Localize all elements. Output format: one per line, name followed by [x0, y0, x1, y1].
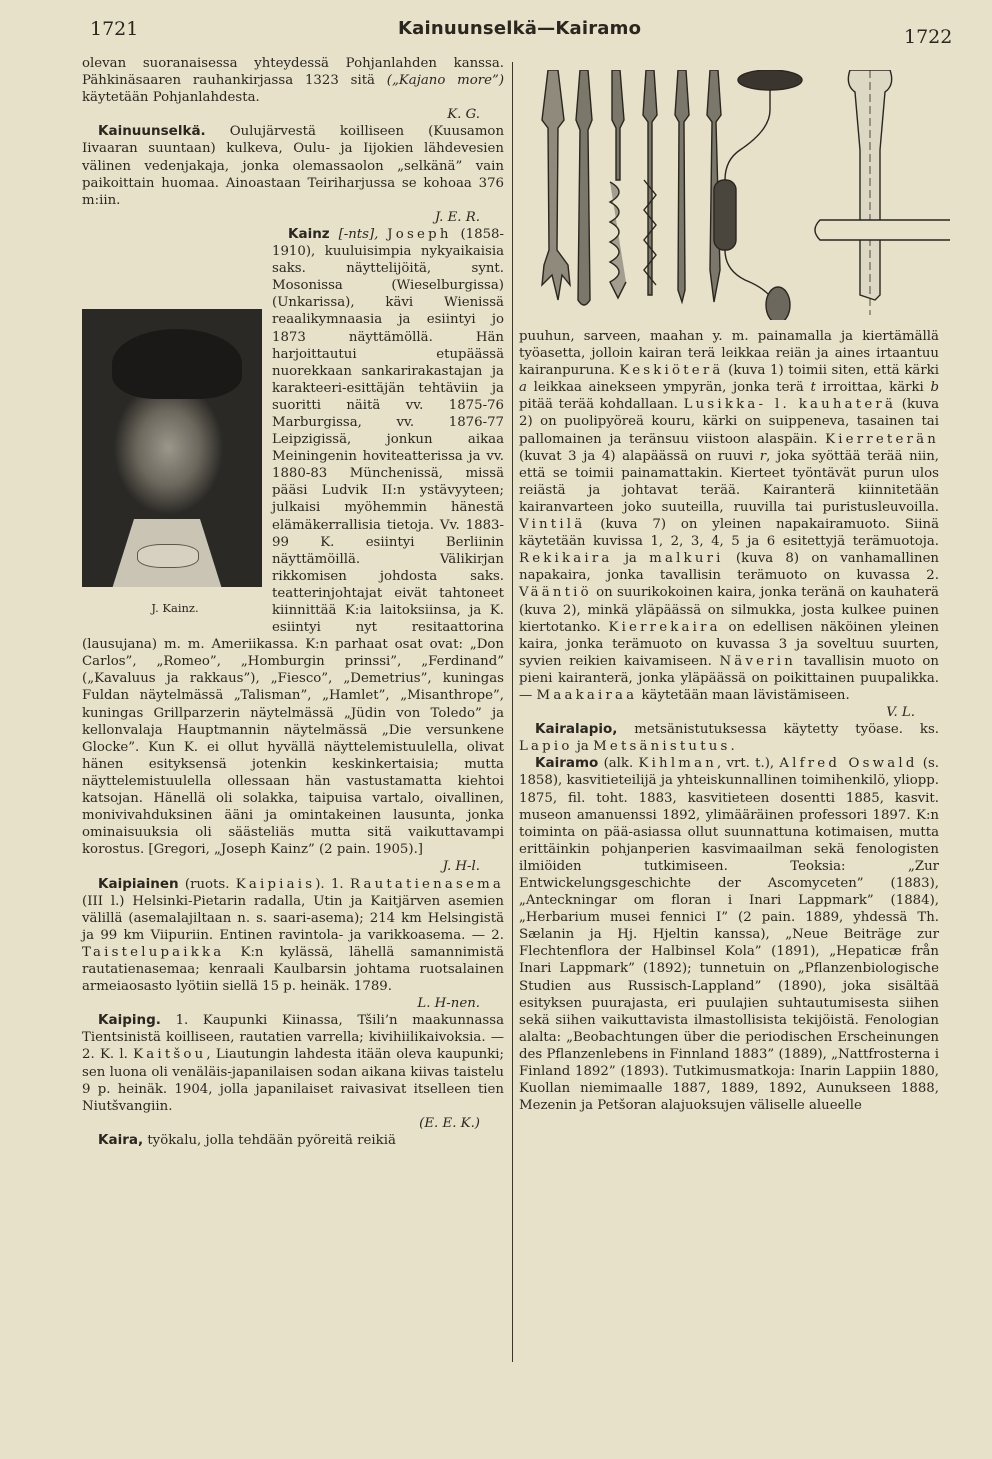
headword: Kaipiainen [98, 875, 179, 892]
entry-kainuunselka: Kainuunselkä. Oulujärvestä koilliseen (Kuusamon Iivaaran suuntaan) kulkeva, Oulu- ja Iijokien lähdevesien välinen vedenjakaja, jonka olemassaolon „selkänä” vain paikoittain huomaa. Ainoastaan Teiriharjussa se kohoaa 376 m:iin. J. E. R. [82, 123, 505, 225]
page-number-right: 1722 [904, 26, 953, 48]
entry-kaipiainen: Kaipiainen (ruots. Kaipiais). 1. Rautatienasema (III l.) Helsinki-Pietarin radalla, Utin ja Kaitjärven asemien välillä (asemalajiltaan n. s. saari-asema); 214 km Helsingistä ja 99 km Viipuriin. Entinen ravintola- ja varikkoasema. — 2. Taistelupaikka K:n kylässä, lähellä samannimistä rautatienasemaa; kenraali Kaulbarsin johtama ruotsalainen armeiaosasto lyötiin siellä 15 p. heinäk. 1789. L. H-nen. [82, 875, 505, 1012]
portrait-figure [82, 309, 264, 615]
headword: Kaira, [98, 1131, 144, 1148]
drill-tools-illustration [530, 70, 950, 320]
continued-paragraph: olevan suoranaisessa yhteydessä Pohjanlahden kanssa. Pähkinäsaaren rauhankirjassa 1323 sitä („Kajano more”) käytetään Pohjanlahdesta. K. G. [82, 56, 505, 123]
signature: K. G. [447, 107, 480, 123]
entry-kaira-continued: puuhun, sarveen, maahan y. m. painamalla ja kiertämällä työasetta, jolloin kairan terä leikkaa reiän ja aines irtaantuu kairanpuruna. Keskiöterä (kuva 1) toimii siten, että kärki a leikkaa ainekseen ympyrän, jonka terä t irroittaa, kärki b pitää terää kohdallaan. Lusikka- l. kauhaterä (kuva 2) on puolipyöreä kouru, kärki on suippeneva, tasainen tai pallomainen ja teränsuu viistoon alaspäin. Kierreterän (kuvat 3 ja 4) alapäässä on ruuvi r, joka syöttää terää niin, että se toimii painamattakin. Kierteet työntävät purun ulos reiästä ja johtavat terää. Kairanterä kiinnitetään kairanvarteen joko suuteilla, ruuvilla tai puristusleuvoilla. Vintilä (kuva 7) on yleinen napakairamuoto. Siinä käytetään kuvissa 1, 2, 3, 4, 5 ja 6 esitettyjä terämuotoja. Rekikaira ja malkuri (kuva 8) on vanhamallinen napakaira, jonka tavallisin terämuoto on kuvassa 2. Vääntiö on suurikokoinen kaira, jonka teränä on kauhaterä (kuva 2), minkä yläpäässä on silmukka, josta kulkee puinen kiertotanko. Kierrekaira on edellisen näköinen yleinen kaira, jonka terämuoto on kuvassa 3 ja soveltuu suurten, syvien reikien kaivamiseen. Näverin tavallisin muoto on pieni kairanterä, jonka yläpäässä on poikittainen puupalikka. — Maakairaa käytetään maan lävistämiseen. V. L. [519, 329, 940, 721]
signature: (E. E. K.) [419, 1115, 480, 1131]
headword: Kairamo [535, 755, 599, 772]
right-column [519, 328, 939, 1114]
page-number-left: 1721 [90, 18, 139, 40]
entry-kairalapio: Kairalapio, metsänistutuksessa käytetty työase. ks. Lapio ja Metsänistutus. [519, 721, 939, 755]
entry-kaira: Kaira, työkalu, jolla tehdään pyöreitä reikiä [98, 1131, 396, 1148]
entry-kainz: Kainz [-nts], Joseph (1858-1910), kuuluisimpia nykyaikaisia saks. näyttelijöitä, synt. Mosonissa (Wieselburgissa) (Unkarissa), kävi Wienissä reaalikymnaasia ja esiintyi jo 1873 näyttämöllä. Hän harjoittautui etupäässä nuorekkaan sankarirakastajan ja karakteeri-esittäjän tehtäviin ja suoritti näitä vv. 1875-76 Marburgissa, vv. 1876-77 Leipzigissä, jonkun aikaa Meiningenin hoviteatterissa ja vv. 1880-83 Münchenissä, missä pääsi Ludvik II:n ystävyyteen; julkaisi myöhemmin hänestä elämäkerrallisia tietoja. Vv. 1883-99 K. esiintyi Berliinin näyttämöillä. Välikirjan rikkomisen johdosta saks. teatterinjohtajat eivät tahtoneet kiinnittää K:ia laitoksiinsa, ja K. esiintyi nyt resitaattorina (lausujana) m. m. Ameriikassa. K:n parhaat osat ovat: „Don Carlos”, „Romeo”, „Homburgin prinssi”, „Ferdinand” („Kavaluus ja rakkaus”), „Fiesco”, „Demetrius”, kuningas Fuldan näytelmässä „Talisman”, „Hamlet”, „Misanthrope”, kuningas Grillparzerin näytelmässä „Jüdin von Toledo” ja kellonvalaja Hauptmannin näytelmässä „Die versunkene Glocke”. Kun K. ei ollut hyvällä näyttelemistuulella, olivat hänen esityksensä jotenkin keskinkertaisia; mutta näyttelemistuulella ollessaan hän vastustamatta kiehtoi katsojan. Hänellä oli solakka, taipuisa vartalo, oivallinen, monivivahduksinen ääni ja omintakeinen lausunta, jonka ominaisuuksia oli säästeliäs mutta sitä vaikuttavampi korostus. [Gregori, „Joseph Kainz” (2 pain. 1905).] J. H-l. [82, 225, 505, 875]
headword: Kainuunselkä. [98, 123, 206, 140]
signature: J. H-l. [442, 859, 480, 875]
signature: V. L. [886, 705, 915, 721]
column-divider [512, 62, 513, 1362]
headword: Kairalapio, [535, 721, 618, 738]
signature: L. H-nen. [417, 996, 480, 1012]
entry-kaiping: Kaiping. 1. Kaupunki Kiinassa, Tšili’n maakunnassa Tientsinistä koilliseen, rautatien varrella; kivihiilikaivoksia. — 2. K. l. Kaitšou, Liautungin lahdesta itään oleva kaupunki; sen luona oli venäläis-japanilaisen sodan aikana kiivas taistelu 9 p. heinäk. 1904, jolla japanilaiset raivasivat itselleen tien Niutšvangiin. (E. E. K.) [82, 1012, 505, 1131]
portrait-photo [82, 309, 262, 587]
signature: J. E. R. [434, 209, 480, 225]
portrait-bowtie-shape [137, 544, 199, 568]
headword: Kaiping. [98, 1012, 161, 1029]
entry-kairamo: Kairamo (alk. Kihlman, vrt. t.), Alfred Oswald (s. 1858), kasvitieteilijä ja yhteiskunnallinen toimihenkilö, yliopp. 1875, fil. toht. 1883, kasvitieteen dosentti 1885, kasvit. museon amanuenssi 1892, ylimääräinen professori 1897. K:n toiminta on pää-asiassa ollut suunnattuna kotimaisen, mutta erittäinkin pohjanperien kasvimaailman sekä fenologisten ilmiöiden tutkimiseen. Teoksia: „Zur Entwickelungsgeschichte der Ascomyceten” (1883), „Anteckningar om floran i Inari Lappmark” (1884), „Herbarium musei fennici I” (2 pain. 1889, yhdessä Th. Sælanin ja Hj. Hjeltin kanssa), „Neue Beiträge zur Flechtenflora der Halbinsel Kola” (1891), „Hepaticæ från Inari Lappmark” (1892); tunnetuin on „Pflanzenbiologische Studien aus Russisch-Lappland” (1890), joka sisältää esityksen puurajasta, eri puulajien suhtautumisesta siihen sekä siihen vaikuttavista ilmastollisista tekijöistä. Fenologian alalta: „Beobachtungen über die periodischen Erscheinungen des Pflanzenlebens in Finnland 1883” (1889), „Nattfrosterna i Finland 1892” (1893). Tutkimusmatkoja: Inarin Lappiin 1880, Kuollan niemimaalle 1887, 1889, 1892, Aunukseen 1888, Mezenin ja Petšoran alajuoksujen väliselle alueelle [519, 755, 940, 1114]
photo-caption: J. Kainz. [151, 601, 199, 615]
portrait-hair-shape [112, 329, 242, 399]
headword: Kainz [288, 225, 330, 242]
tools-svg [530, 70, 950, 320]
running-title: Kainuunselkä—Kairamo [398, 18, 642, 39]
